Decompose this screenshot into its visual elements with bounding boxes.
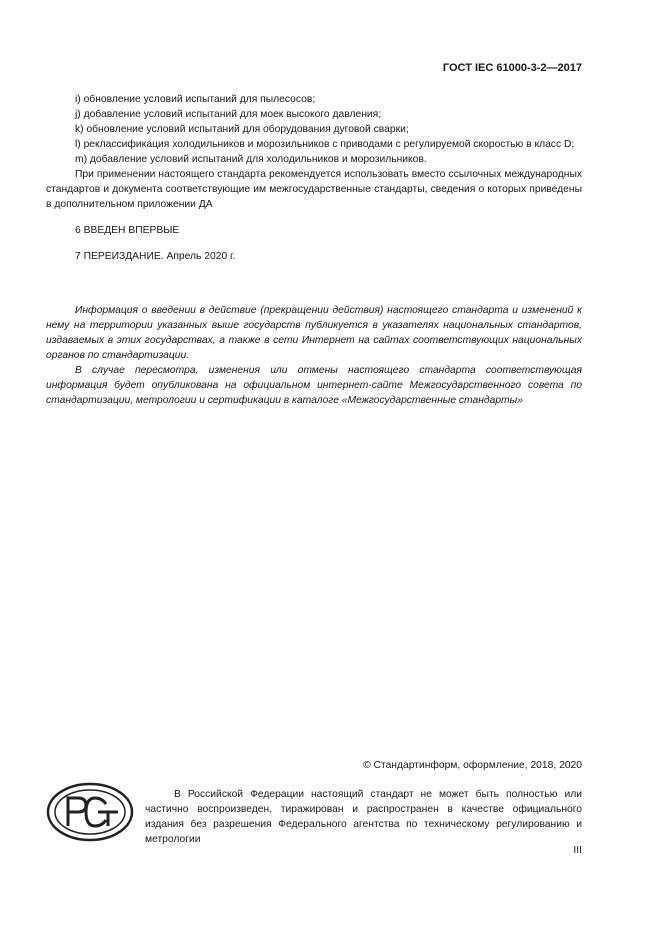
rst-logo-icon [46, 782, 134, 842]
list-item: i) обновление условий испытаний для пылесосов; [75, 94, 316, 105]
list-item: m) добавление условий испытаний для холодильников и морозильников. [75, 154, 427, 165]
list-item: j) добавление условий испытаний для моек высокого давления; [75, 109, 382, 120]
changes-list [46, 92, 582, 212]
section-7: 7 ПЕРЕИЗДАНИЕ. Апрель 2020 г. [75, 251, 236, 262]
reference-paragraph: При применении настоящего стандарта рекомендуется использовать вместо ссылочных международных стандартов и документа соответствующие им межгосударственные стандарты, сведения о которых приведены в дополнительном приложении ДА [46, 169, 582, 210]
copyright-notice: В Российской Федерации настоящий стандарт не может быть полностью или частично воспроизведен, тиражирован и распространен в качестве официального издания без разрешения Федерального агентства по техническому регулированию и метрологии [145, 789, 582, 845]
standard-header: ГОСТ IEC 61000-3-2—2017 [442, 62, 582, 74]
info-block [46, 303, 582, 408]
list-item: k) обновление условий испытаний для оборудования дуговой сварки; [75, 124, 409, 135]
page-number: III [573, 845, 582, 856]
section-6: 6 ВВЕДЕН ВПЕРВЫЕ [75, 225, 180, 236]
info-paragraph: В случае пересмотра, изменения или отмены настоящего стандарта соответствующая информация будет опубликована на официальном интернет-сайте Межгосударственного совета по стандартизации, метрологии и сертификации в каталоге «Межгосударственные стандарты» [46, 365, 582, 406]
info-paragraph: Информация о введении в действие (прекращении действия) настоящего стандарта и изменений к нему на территории указанных выше государств публикуется в указателях национальных стандартов, издаваемых в этих государствах, а также в сети Интернет на сайтах соответствующих национальных органов по стандартизации. [46, 305, 582, 361]
copyright: © Стандартинформ, оформление, 2018, 2020 [363, 760, 582, 771]
list-item: l) реклассификация холодильников и морозильников с приводами с регулируемой скоростью в класс D; [75, 139, 575, 150]
